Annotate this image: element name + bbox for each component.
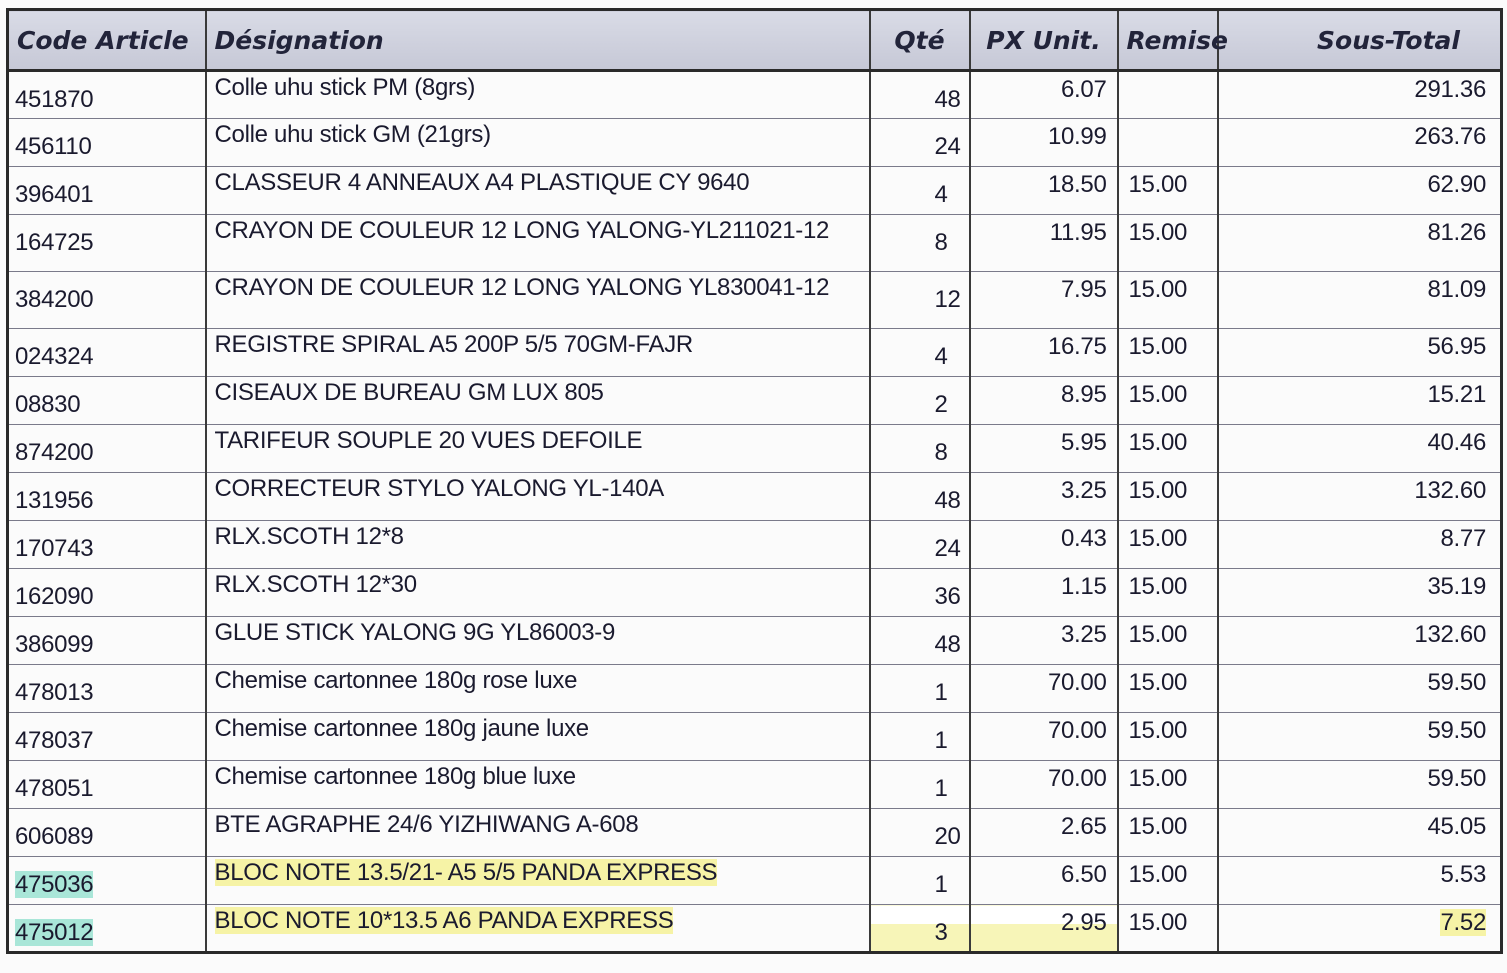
cell-designation: Chemise cartonnee 180g blue luxe xyxy=(206,761,870,809)
cell-designation: RLX.SCOTH 12*30 xyxy=(206,569,870,617)
table-row xyxy=(8,761,1502,809)
cell-qte: 20 xyxy=(870,809,970,857)
table-row xyxy=(8,809,1502,857)
cell-qte: 1 xyxy=(870,713,970,761)
cell-remise: 15.00 xyxy=(1118,665,1218,713)
cell-remise: 15.00 xyxy=(1118,617,1218,665)
cell-qte: 48 xyxy=(870,473,970,521)
cell-code-article: 164725 xyxy=(8,215,206,272)
cell-px-unit: 6.50 xyxy=(970,857,1118,905)
cell-remise: 15.00 xyxy=(1118,425,1218,473)
table-row xyxy=(8,119,1502,167)
cell-px-unit: 2.65 xyxy=(970,809,1118,857)
cell-sous-total: 15.21 xyxy=(1218,377,1502,425)
table-row xyxy=(8,521,1502,569)
cell-px-unit: 70.00 xyxy=(970,761,1118,809)
cell-qte: 3 xyxy=(870,905,970,953)
cell-qte: 8 xyxy=(870,215,970,272)
cell-px-unit: 70.00 xyxy=(970,713,1118,761)
cell-designation: Colle uhu stick PM (8grs) xyxy=(206,71,870,119)
table-row xyxy=(8,329,1502,377)
cell-remise: 15.00 xyxy=(1118,272,1218,329)
cell-sous-total: 5.53 xyxy=(1218,857,1502,905)
cell-sous-total: 59.50 xyxy=(1218,713,1502,761)
cell-px-unit: 7.95 xyxy=(970,272,1118,329)
cell-designation: CRAYON DE COULEUR 12 LONG YALONG-YL211021-12 xyxy=(206,215,870,272)
cell-code-article: 162090 xyxy=(8,569,206,617)
invoice-table xyxy=(6,8,1503,954)
cell-designation: TARIFEUR SOUPLE 20 VUES DEFOILE xyxy=(206,425,870,473)
table-row xyxy=(8,665,1502,713)
cell-px-unit: 70.00 xyxy=(970,665,1118,713)
cell-code-article: 386099 xyxy=(8,617,206,665)
cell-px-unit: 11.95 xyxy=(970,215,1118,272)
cell-qte: 36 xyxy=(870,569,970,617)
cell-qte: 8 xyxy=(870,425,970,473)
cell-sous-total: 45.05 xyxy=(1218,809,1502,857)
cell-sous-total: 81.09 xyxy=(1218,272,1502,329)
cell-px-unit: 0.43 xyxy=(970,521,1118,569)
cell-remise: 15.00 xyxy=(1118,215,1218,272)
table-row xyxy=(8,272,1502,329)
cell-designation: Chemise cartonnee 180g jaune luxe xyxy=(206,713,870,761)
cell-designation: CLASSEUR 4 ANNEAUX A4 PLASTIQUE CY 9640 xyxy=(206,167,870,215)
cell-code-article: 456110 xyxy=(8,119,206,167)
cell-remise: 15.00 xyxy=(1118,713,1218,761)
cell-designation: CISEAUX DE BUREAU GM LUX 805 xyxy=(206,377,870,425)
cell-sous-total: 59.50 xyxy=(1218,665,1502,713)
cell-px-unit: 3.25 xyxy=(970,473,1118,521)
cell-designation: REGISTRE SPIRAL A5 200P 5/5 70GM-FAJR xyxy=(206,329,870,377)
cell-designation: CRAYON DE COULEUR 12 LONG YALONG YL830041-12 xyxy=(206,272,870,329)
cell-remise: 15.00 xyxy=(1118,905,1218,953)
table-row xyxy=(8,905,1502,953)
cell-qte: 24 xyxy=(870,521,970,569)
cell-sous-total: 291.36 xyxy=(1218,71,1502,119)
cell-px-unit: 3.25 xyxy=(970,617,1118,665)
cell-code-article: 384200 xyxy=(8,272,206,329)
header-row xyxy=(8,10,1502,71)
cell-code-article: 478051 xyxy=(8,761,206,809)
cell-px-unit: 1.15 xyxy=(970,569,1118,617)
cell-sous-total: 40.46 xyxy=(1218,425,1502,473)
cell-code-article: 475036 xyxy=(8,857,206,905)
cell-designation: Colle uhu stick GM (21grs) xyxy=(206,119,870,167)
header-qte: Qté xyxy=(870,10,970,71)
cell-code-article: 451870 xyxy=(8,71,206,119)
cell-qte: 1 xyxy=(870,857,970,905)
table-row xyxy=(8,425,1502,473)
cell-remise: 15.00 xyxy=(1118,473,1218,521)
cell-remise: 15.00 xyxy=(1118,329,1218,377)
cell-designation: GLUE STICK YALONG 9G YL86003-9 xyxy=(206,617,870,665)
cell-designation: BLOC NOTE 13.5/21- A5 5/5 PANDA EXPRESS xyxy=(206,857,870,905)
cell-remise: 15.00 xyxy=(1118,857,1218,905)
table-row xyxy=(8,857,1502,905)
cell-code-article: 478013 xyxy=(8,665,206,713)
cell-sous-total: 35.19 xyxy=(1218,569,1502,617)
cell-sous-total: 56.95 xyxy=(1218,329,1502,377)
cell-sous-total: 81.26 xyxy=(1218,215,1502,272)
cell-qte: 1 xyxy=(870,665,970,713)
cell-qte: 4 xyxy=(870,329,970,377)
cell-code-article: 606089 xyxy=(8,809,206,857)
cell-code-article: 131956 xyxy=(8,473,206,521)
cell-qte: 24 xyxy=(870,119,970,167)
cell-code-article: 396401 xyxy=(8,167,206,215)
cell-designation: Chemise cartonnee 180g rose luxe xyxy=(206,665,870,713)
cell-qte: 4 xyxy=(870,167,970,215)
cell-qte: 12 xyxy=(870,272,970,329)
header-code-article: Code Article xyxy=(8,10,206,71)
table-row xyxy=(8,473,1502,521)
table-row xyxy=(8,617,1502,665)
cell-code-article: 170743 xyxy=(8,521,206,569)
cell-sous-total: 132.60 xyxy=(1218,617,1502,665)
cell-px-unit: 5.95 xyxy=(970,425,1118,473)
cell-designation: CORRECTEUR STYLO YALONG YL-140A xyxy=(206,473,870,521)
cell-px-unit: 10.99 xyxy=(970,119,1118,167)
cell-sous-total: 132.60 xyxy=(1218,473,1502,521)
cell-px-unit: 8.95 xyxy=(970,377,1118,425)
header-sous-total: Sous-Total xyxy=(1218,10,1502,71)
cell-designation: RLX.SCOTH 12*8 xyxy=(206,521,870,569)
cell-remise xyxy=(1118,119,1218,167)
cell-code-article: 874200 xyxy=(8,425,206,473)
cell-sous-total: 59.50 xyxy=(1218,761,1502,809)
table-row xyxy=(8,713,1502,761)
table-row xyxy=(8,71,1502,119)
table-row xyxy=(8,569,1502,617)
cell-px-unit: 18.50 xyxy=(970,167,1118,215)
cell-qte: 1 xyxy=(870,761,970,809)
table-row xyxy=(8,377,1502,425)
cell-remise: 15.00 xyxy=(1118,761,1218,809)
cell-qte: 48 xyxy=(870,617,970,665)
cell-qte: 48 xyxy=(870,71,970,119)
cell-sous-total: 8.77 xyxy=(1218,521,1502,569)
table-row xyxy=(8,167,1502,215)
cell-sous-total: 7.52 xyxy=(1218,905,1502,953)
cell-remise: 15.00 xyxy=(1118,377,1218,425)
table-row xyxy=(8,215,1502,272)
cell-px-unit: 16.75 xyxy=(970,329,1118,377)
cell-code-article: 475012 xyxy=(8,905,206,953)
cell-code-article: 024324 xyxy=(8,329,206,377)
cell-remise: 15.00 xyxy=(1118,569,1218,617)
cell-px-unit: 2.95 xyxy=(970,905,1118,953)
header-designation: Désignation xyxy=(206,10,870,71)
cell-remise xyxy=(1118,71,1218,119)
cell-remise: 15.00 xyxy=(1118,167,1218,215)
cell-designation: BLOC NOTE 10*13.5 A6 PANDA EXPRESS xyxy=(206,905,870,953)
cell-remise: 15.00 xyxy=(1118,521,1218,569)
cell-designation: BTE AGRAPHE 24/6 YIZHIWANG A-608 xyxy=(206,809,870,857)
cell-code-article: 08830 xyxy=(8,377,206,425)
cell-code-article: 478037 xyxy=(8,713,206,761)
header-remise: Remise xyxy=(1118,10,1218,71)
cell-px-unit: 6.07 xyxy=(970,71,1118,119)
cell-remise: 15.00 xyxy=(1118,809,1218,857)
cell-sous-total: 263.76 xyxy=(1218,119,1502,167)
cell-sous-total: 62.90 xyxy=(1218,167,1502,215)
header-px-unit: PX Unit. xyxy=(970,10,1118,71)
cell-qte: 2 xyxy=(870,377,970,425)
